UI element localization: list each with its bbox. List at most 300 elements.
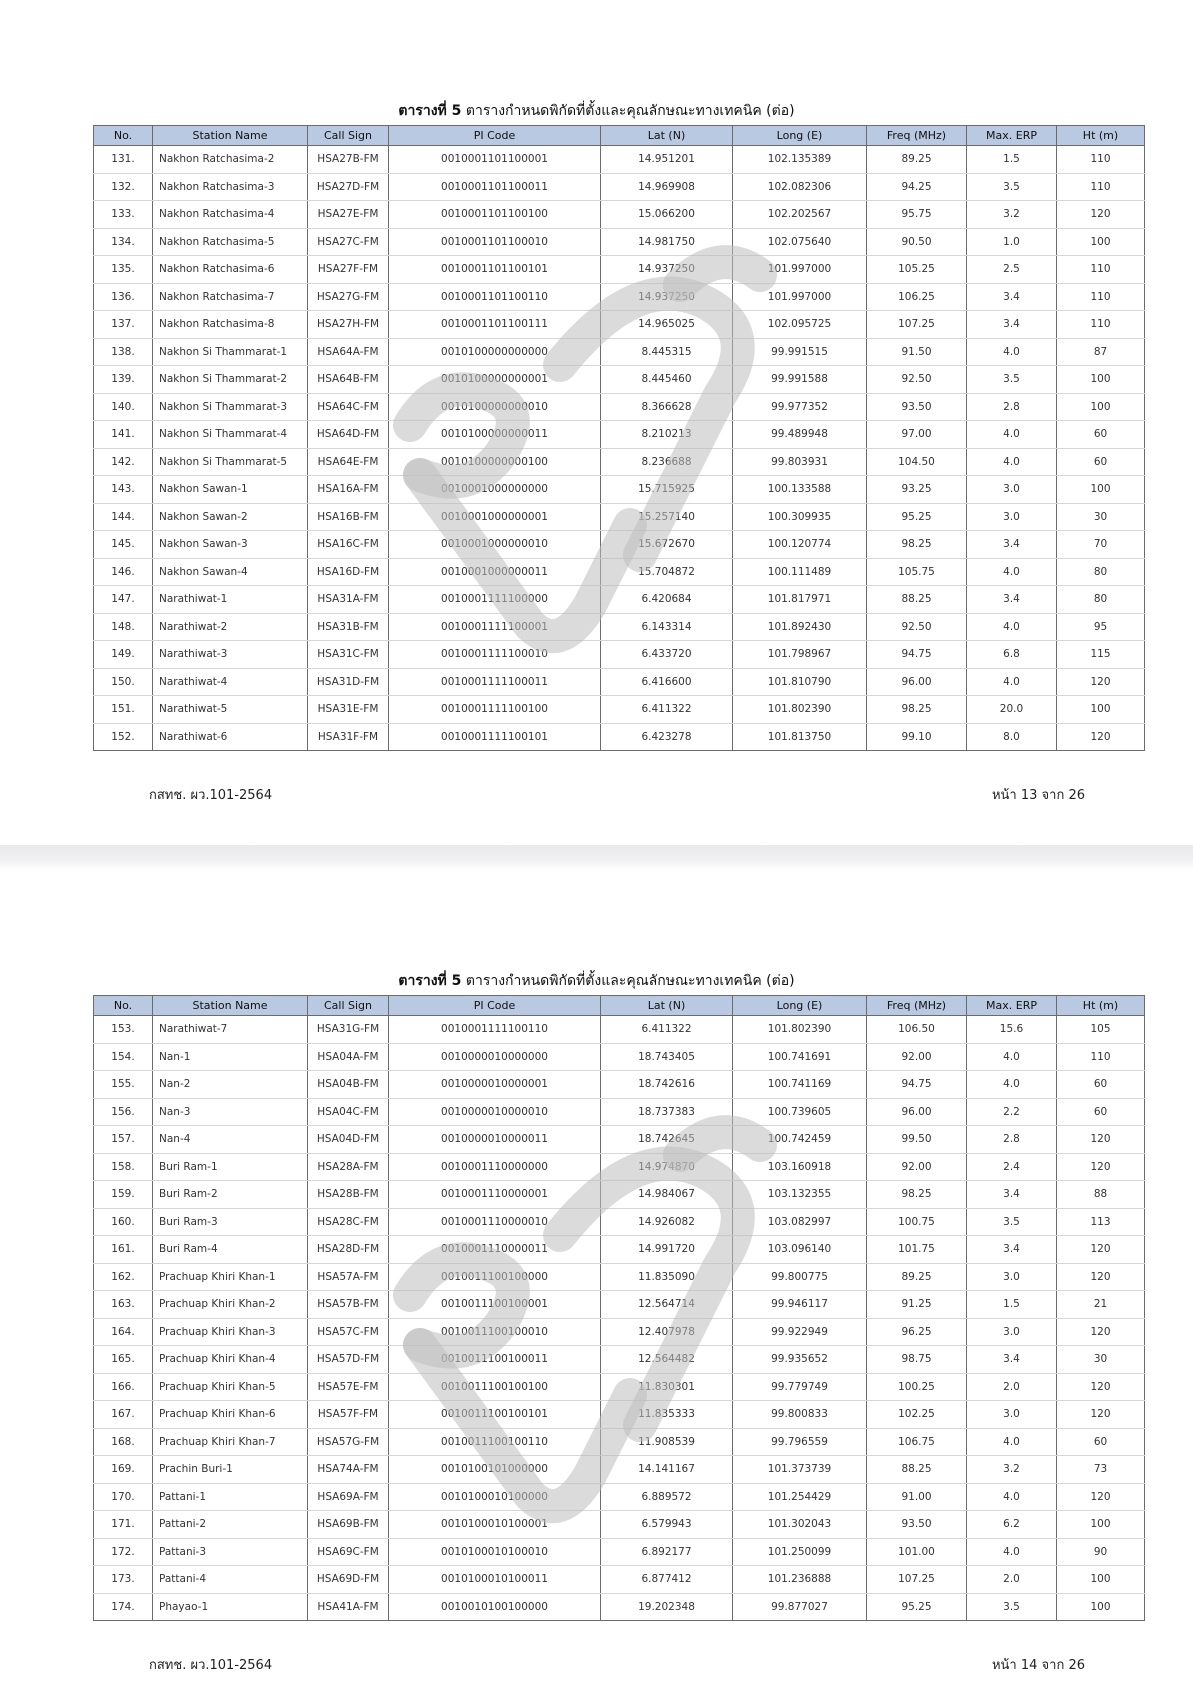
latitude-cell: 14.969908: [601, 173, 733, 201]
height-cell: 21: [1057, 1291, 1145, 1319]
pi-code-cell: 0010100010100010: [389, 1538, 601, 1566]
table-row: [94, 1593, 1145, 1621]
latitude-cell: 18.743405: [601, 1043, 733, 1071]
height-cell: 100: [1057, 1566, 1145, 1594]
height-cell: 60: [1057, 1428, 1145, 1456]
frequency-cell: 96.00: [867, 1098, 967, 1126]
frequency-cell: 107.25: [867, 1566, 967, 1594]
height-cell: 100: [1057, 366, 1145, 394]
height-cell: 95: [1057, 613, 1145, 641]
station-name-cell: Narathiwat-5: [153, 696, 308, 724]
page-number: หน้า 13 จาก 26: [991, 788, 1085, 803]
row-number-cell: 154.: [94, 1043, 153, 1071]
height-cell: 100: [1057, 696, 1145, 724]
longitude-cell: 101.236888: [733, 1566, 867, 1594]
frequency-cell: 93.50: [867, 1511, 967, 1539]
call-sign-cell: HSA57A-FM: [308, 1263, 389, 1291]
latitude-cell: 11.835333: [601, 1401, 733, 1429]
call-sign-cell: HSA04A-FM: [308, 1043, 389, 1071]
row-number-cell: 135.: [94, 256, 153, 284]
latitude-cell: 6.423278: [601, 723, 733, 751]
frequency-cell: 106.75: [867, 1428, 967, 1456]
pi-code-cell: 0010001101100110: [389, 283, 601, 311]
call-sign-cell: HSA74A-FM: [308, 1456, 389, 1484]
height-cell: 120: [1057, 1373, 1145, 1401]
call-sign-cell: HSA41A-FM: [308, 1593, 389, 1621]
pi-code-cell: 0010000010000010: [389, 1098, 601, 1126]
frequency-cell: 95.75: [867, 201, 967, 229]
station-name-cell: Nan-2: [153, 1071, 308, 1099]
column-header: Freq (MHz): [867, 126, 967, 146]
latitude-cell: 19.202348: [601, 1593, 733, 1621]
call-sign-cell: HSA31A-FM: [308, 586, 389, 614]
pi-code-cell: 0010100000000000: [389, 338, 601, 366]
station-name-cell: Nakhon Ratchasima-3: [153, 173, 308, 201]
max-erp-cell: 3.5: [967, 1593, 1057, 1621]
pi-code-cell: 0010000010000011: [389, 1126, 601, 1154]
max-erp-cell: 3.4: [967, 531, 1057, 559]
pi-code-cell: 0010001110000010: [389, 1208, 601, 1236]
table-row: [94, 668, 1145, 696]
table-row: [94, 146, 1145, 174]
row-number-cell: 166.: [94, 1373, 153, 1401]
call-sign-cell: HSA57D-FM: [308, 1346, 389, 1374]
row-number-cell: 174.: [94, 1593, 153, 1621]
max-erp-cell: 4.0: [967, 558, 1057, 586]
latitude-cell: 12.407978: [601, 1318, 733, 1346]
frequency-cell: 97.00: [867, 421, 967, 449]
height-cell: 70: [1057, 531, 1145, 559]
height-cell: 100: [1057, 476, 1145, 504]
longitude-cell: 99.946117: [733, 1291, 867, 1319]
max-erp-cell: 8.0: [967, 723, 1057, 751]
latitude-cell: 6.579943: [601, 1511, 733, 1539]
max-erp-cell: 4.0: [967, 668, 1057, 696]
pi-code-cell: 0010100000000011: [389, 421, 601, 449]
pi-code-cell: 0010100101000000: [389, 1456, 601, 1484]
doc-code: กสทช. ผว.101-2564: [149, 1658, 273, 1673]
table-row: [94, 256, 1145, 284]
height-cell: 120: [1057, 1318, 1145, 1346]
call-sign-cell: HSA31D-FM: [308, 668, 389, 696]
height-cell: 100: [1057, 1593, 1145, 1621]
station-name-cell: Nakhon Sawan-4: [153, 558, 308, 586]
latitude-cell: 6.433720: [601, 641, 733, 669]
latitude-cell: 14.937250: [601, 283, 733, 311]
station-name-cell: Buri Ram-2: [153, 1181, 308, 1209]
column-header: PI Code: [389, 996, 601, 1016]
station-name-cell: Phayao-1: [153, 1593, 308, 1621]
station-name-cell: Pattani-3: [153, 1538, 308, 1566]
latitude-cell: 15.257140: [601, 503, 733, 531]
call-sign-cell: HSA57B-FM: [308, 1291, 389, 1319]
longitude-cell: 101.997000: [733, 283, 867, 311]
frequency-cell: 98.75: [867, 1346, 967, 1374]
table-row: [94, 173, 1145, 201]
max-erp-cell: 2.8: [967, 1126, 1057, 1154]
station-name-cell: Narathiwat-3: [153, 641, 308, 669]
latitude-cell: 6.411322: [601, 696, 733, 724]
call-sign-cell: HSA69A-FM: [308, 1483, 389, 1511]
station-name-cell: Nakhon Si Thammarat-4: [153, 421, 308, 449]
station-name-cell: Nakhon Si Thammarat-5: [153, 448, 308, 476]
pi-code-cell: 0010001000000001: [389, 503, 601, 531]
table-row: [94, 421, 1145, 449]
height-cell: 87: [1057, 338, 1145, 366]
station-name-cell: Pattani-4: [153, 1566, 308, 1594]
table-row: [94, 1401, 1145, 1429]
max-erp-cell: 2.0: [967, 1566, 1057, 1594]
row-number-cell: 146.: [94, 558, 153, 586]
max-erp-cell: 15.6: [967, 1016, 1057, 1044]
row-number-cell: 161.: [94, 1236, 153, 1264]
longitude-cell: 101.302043: [733, 1511, 867, 1539]
station-table: [93, 995, 1145, 1621]
frequency-cell: 90.50: [867, 228, 967, 256]
pi-code-cell: 0010001101100001: [389, 146, 601, 174]
call-sign-cell: HSA27C-FM: [308, 228, 389, 256]
max-erp-cell: 3.5: [967, 366, 1057, 394]
station-name-cell: Nakhon Si Thammarat-2: [153, 366, 308, 394]
caption-prefix: ตารางที่ 5: [398, 973, 462, 989]
station-name-cell: Buri Ram-1: [153, 1153, 308, 1181]
call-sign-cell: HSA28C-FM: [308, 1208, 389, 1236]
height-cell: 110: [1057, 283, 1145, 311]
pi-code-cell: 0010000010000000: [389, 1043, 601, 1071]
pi-code-cell: 0010001110000011: [389, 1236, 601, 1264]
max-erp-cell: 1.5: [967, 146, 1057, 174]
row-number-cell: 147.: [94, 586, 153, 614]
table-row: [94, 1456, 1145, 1484]
frequency-cell: 102.25: [867, 1401, 967, 1429]
column-header: No.: [94, 996, 153, 1016]
page-separator: [0, 845, 1193, 870]
row-number-cell: 133.: [94, 201, 153, 229]
longitude-cell: 101.254429: [733, 1483, 867, 1511]
pi-code-cell: 0010001111100011: [389, 668, 601, 696]
frequency-cell: 105.75: [867, 558, 967, 586]
frequency-cell: 95.25: [867, 503, 967, 531]
pi-code-cell: 0010001111100100: [389, 696, 601, 724]
frequency-cell: 92.50: [867, 613, 967, 641]
call-sign-cell: HSA04B-FM: [308, 1071, 389, 1099]
height-cell: 110: [1057, 173, 1145, 201]
longitude-cell: 100.111489: [733, 558, 867, 586]
height-cell: 113: [1057, 1208, 1145, 1236]
column-header: Ht (m): [1057, 996, 1145, 1016]
table-row: [94, 338, 1145, 366]
frequency-cell: 89.25: [867, 1263, 967, 1291]
table-row: [94, 1318, 1145, 1346]
latitude-cell: 14.981750: [601, 228, 733, 256]
doc-code: กสทช. ผว.101-2564: [149, 788, 273, 803]
row-number-cell: 160.: [94, 1208, 153, 1236]
station-name-cell: Nan-3: [153, 1098, 308, 1126]
latitude-cell: 6.420684: [601, 586, 733, 614]
row-number-cell: 143.: [94, 476, 153, 504]
pi-code-cell: 0010001000000011: [389, 558, 601, 586]
frequency-cell: 106.25: [867, 283, 967, 311]
longitude-cell: 99.800833: [733, 1401, 867, 1429]
latitude-cell: 8.445315: [601, 338, 733, 366]
call-sign-cell: HSA16D-FM: [308, 558, 389, 586]
max-erp-cell: 4.0: [967, 448, 1057, 476]
latitude-cell: 8.210213: [601, 421, 733, 449]
column-header: Lat (N): [601, 126, 733, 146]
height-cell: 110: [1057, 311, 1145, 339]
height-cell: 60: [1057, 421, 1145, 449]
station-name-cell: Nakhon Ratchasima-7: [153, 283, 308, 311]
latitude-cell: 15.066200: [601, 201, 733, 229]
frequency-cell: 100.75: [867, 1208, 967, 1236]
max-erp-cell: 4.0: [967, 421, 1057, 449]
height-cell: 120: [1057, 1483, 1145, 1511]
row-number-cell: 151.: [94, 696, 153, 724]
frequency-cell: 94.75: [867, 1071, 967, 1099]
frequency-cell: 91.25: [867, 1291, 967, 1319]
station-name-cell: Nakhon Sawan-3: [153, 531, 308, 559]
latitude-cell: 12.564714: [601, 1291, 733, 1319]
column-header: Station Name: [153, 126, 308, 146]
station-name-cell: Narathiwat-7: [153, 1016, 308, 1044]
longitude-cell: 101.802390: [733, 696, 867, 724]
row-number-cell: 140.: [94, 393, 153, 421]
longitude-cell: 101.997000: [733, 256, 867, 284]
height-cell: 100: [1057, 228, 1145, 256]
pi-code-cell: 0010100000000100: [389, 448, 601, 476]
table-row: [94, 586, 1145, 614]
call-sign-cell: HSA69B-FM: [308, 1511, 389, 1539]
row-number-cell: 165.: [94, 1346, 153, 1374]
latitude-cell: 12.564482: [601, 1346, 733, 1374]
longitude-cell: 101.373739: [733, 1456, 867, 1484]
height-cell: 73: [1057, 1456, 1145, 1484]
row-number-cell: 152.: [94, 723, 153, 751]
row-number-cell: 171.: [94, 1511, 153, 1539]
longitude-cell: 100.309935: [733, 503, 867, 531]
frequency-cell: 93.50: [867, 393, 967, 421]
max-erp-cell: 2.0: [967, 1373, 1057, 1401]
frequency-cell: 96.25: [867, 1318, 967, 1346]
pi-code-cell: 0010001101100100: [389, 201, 601, 229]
station-name-cell: Nakhon Si Thammarat-1: [153, 338, 308, 366]
station-name-cell: Nakhon Ratchasima-4: [153, 201, 308, 229]
row-number-cell: 136.: [94, 283, 153, 311]
row-number-cell: 134.: [94, 228, 153, 256]
station-name-cell: Nakhon Si Thammarat-3: [153, 393, 308, 421]
pi-code-cell: 0010011100100011: [389, 1346, 601, 1374]
latitude-cell: 14.937250: [601, 256, 733, 284]
longitude-cell: 99.877027: [733, 1593, 867, 1621]
pi-code-cell: 0010001101100101: [389, 256, 601, 284]
call-sign-cell: HSA64E-FM: [308, 448, 389, 476]
longitude-cell: 99.935652: [733, 1346, 867, 1374]
latitude-cell: 18.737383: [601, 1098, 733, 1126]
station-name-cell: Nakhon Sawan-1: [153, 476, 308, 504]
station-name-cell: Nakhon Ratchasima-5: [153, 228, 308, 256]
frequency-cell: 100.25: [867, 1373, 967, 1401]
station-name-cell: Prachuap Khiri Khan-3: [153, 1318, 308, 1346]
pi-code-cell: 0010011100100101: [389, 1401, 601, 1429]
longitude-cell: 102.095725: [733, 311, 867, 339]
max-erp-cell: 3.2: [967, 1456, 1057, 1484]
max-erp-cell: 3.5: [967, 173, 1057, 201]
table-row: [94, 1511, 1145, 1539]
pi-code-cell: 0010001111100000: [389, 586, 601, 614]
row-number-cell: 144.: [94, 503, 153, 531]
pi-code-cell: 0010011100100110: [389, 1428, 601, 1456]
max-erp-cell: 4.0: [967, 1538, 1057, 1566]
pi-code-cell: 0010001000000000: [389, 476, 601, 504]
table-row: [94, 201, 1145, 229]
table-row: [94, 1483, 1145, 1511]
column-header: Long (E): [733, 996, 867, 1016]
longitude-cell: 101.802390: [733, 1016, 867, 1044]
row-number-cell: 142.: [94, 448, 153, 476]
call-sign-cell: HSA27F-FM: [308, 256, 389, 284]
station-name-cell: Prachuap Khiri Khan-6: [153, 1401, 308, 1429]
table-row: [94, 1538, 1145, 1566]
pi-code-cell: 0010001000000010: [389, 531, 601, 559]
longitude-cell: 101.813750: [733, 723, 867, 751]
station-name-cell: Pattani-1: [153, 1483, 308, 1511]
longitude-cell: 100.741691: [733, 1043, 867, 1071]
table-row: [94, 723, 1145, 751]
max-erp-cell: 2.4: [967, 1153, 1057, 1181]
latitude-cell: 11.908539: [601, 1428, 733, 1456]
table-row: [94, 1181, 1145, 1209]
row-number-cell: 170.: [94, 1483, 153, 1511]
call-sign-cell: HSA27E-FM: [308, 201, 389, 229]
table-row: [94, 1208, 1145, 1236]
longitude-cell: 100.120774: [733, 531, 867, 559]
frequency-cell: 99.50: [867, 1126, 967, 1154]
column-header: Ht (m): [1057, 126, 1145, 146]
call-sign-cell: HSA27D-FM: [308, 173, 389, 201]
longitude-cell: 99.489948: [733, 421, 867, 449]
caption-text: ตารางกำหนดพิกัดที่ตั้งและคุณลักษณะทางเทคนิค (ต่อ): [465, 103, 795, 119]
call-sign-cell: HSA64A-FM: [308, 338, 389, 366]
row-number-cell: 153.: [94, 1016, 153, 1044]
call-sign-cell: HSA31C-FM: [308, 641, 389, 669]
call-sign-cell: HSA28B-FM: [308, 1181, 389, 1209]
longitude-cell: 101.250099: [733, 1538, 867, 1566]
longitude-cell: 99.796559: [733, 1428, 867, 1456]
table-row: [94, 1098, 1145, 1126]
station-name-cell: Pattani-2: [153, 1511, 308, 1539]
call-sign-cell: HSA64D-FM: [308, 421, 389, 449]
frequency-cell: 88.25: [867, 586, 967, 614]
table-row: [94, 1428, 1145, 1456]
pi-code-cell: 0010001111100110: [389, 1016, 601, 1044]
table-row: [94, 1566, 1145, 1594]
height-cell: 120: [1057, 1126, 1145, 1154]
latitude-cell: 18.742645: [601, 1126, 733, 1154]
frequency-cell: 89.25: [867, 146, 967, 174]
latitude-cell: 14.984067: [601, 1181, 733, 1209]
frequency-cell: 98.25: [867, 531, 967, 559]
frequency-cell: 91.00: [867, 1483, 967, 1511]
pi-code-cell: 0010001101100111: [389, 311, 601, 339]
latitude-cell: 6.411322: [601, 1016, 733, 1044]
pi-code-cell: 0010100000000001: [389, 366, 601, 394]
station-name-cell: Narathiwat-1: [153, 586, 308, 614]
caption-prefix: ตารางที่ 5: [398, 103, 462, 119]
row-number-cell: 137.: [94, 311, 153, 339]
frequency-cell: 93.25: [867, 476, 967, 504]
table-caption: [0, 100, 1193, 122]
latitude-cell: 6.877412: [601, 1566, 733, 1594]
latitude-cell: 8.236688: [601, 448, 733, 476]
table-row: [94, 1346, 1145, 1374]
table-row: [94, 503, 1145, 531]
max-erp-cell: 3.4: [967, 1346, 1057, 1374]
max-erp-cell: 6.8: [967, 641, 1057, 669]
frequency-cell: 92.00: [867, 1043, 967, 1071]
max-erp-cell: 1.0: [967, 228, 1057, 256]
row-number-cell: 156.: [94, 1098, 153, 1126]
row-number-cell: 149.: [94, 641, 153, 669]
height-cell: 110: [1057, 1043, 1145, 1071]
height-cell: 100: [1057, 1511, 1145, 1539]
longitude-cell: 100.739605: [733, 1098, 867, 1126]
call-sign-cell: HSA57E-FM: [308, 1373, 389, 1401]
frequency-cell: 96.00: [867, 668, 967, 696]
longitude-cell: 101.798967: [733, 641, 867, 669]
max-erp-cell: 1.5: [967, 1291, 1057, 1319]
call-sign-cell: HSA31B-FM: [308, 613, 389, 641]
call-sign-cell: HSA57C-FM: [308, 1318, 389, 1346]
max-erp-cell: 4.0: [967, 1043, 1057, 1071]
max-erp-cell: 3.0: [967, 476, 1057, 504]
pi-code-cell: 0010011100100100: [389, 1373, 601, 1401]
frequency-cell: 101.75: [867, 1236, 967, 1264]
call-sign-cell: HSA31F-FM: [308, 723, 389, 751]
latitude-cell: 8.366628: [601, 393, 733, 421]
station-name-cell: Narathiwat-2: [153, 613, 308, 641]
frequency-cell: 106.50: [867, 1016, 967, 1044]
column-header: No.: [94, 126, 153, 146]
table-row: [94, 393, 1145, 421]
longitude-cell: 101.810790: [733, 668, 867, 696]
table-body: [94, 146, 1145, 751]
call-sign-cell: HSA31G-FM: [308, 1016, 389, 1044]
document-page-13: [0, 0, 1193, 845]
height-cell: 120: [1057, 1236, 1145, 1264]
frequency-cell: 104.50: [867, 448, 967, 476]
station-name-cell: Nakhon Ratchasima-2: [153, 146, 308, 174]
table-row: [94, 476, 1145, 504]
pi-code-cell: 0010001110000001: [389, 1181, 601, 1209]
row-number-cell: 159.: [94, 1181, 153, 1209]
longitude-cell: 102.082306: [733, 173, 867, 201]
pi-code-cell: 0010100000000010: [389, 393, 601, 421]
call-sign-cell: HSA31E-FM: [308, 696, 389, 724]
caption-text: ตารางกำหนดพิกัดที่ตั้งและคุณลักษณะทางเทคนิค (ต่อ): [465, 973, 795, 989]
max-erp-cell: 2.5: [967, 256, 1057, 284]
latitude-cell: 6.416600: [601, 668, 733, 696]
row-number-cell: 169.: [94, 1456, 153, 1484]
table-row: [94, 1071, 1145, 1099]
row-number-cell: 172.: [94, 1538, 153, 1566]
height-cell: 60: [1057, 1098, 1145, 1126]
height-cell: 100: [1057, 393, 1145, 421]
longitude-cell: 99.922949: [733, 1318, 867, 1346]
station-name-cell: Prachin Buri-1: [153, 1456, 308, 1484]
longitude-cell: 103.082997: [733, 1208, 867, 1236]
max-erp-cell: 4.0: [967, 1428, 1057, 1456]
row-number-cell: 138.: [94, 338, 153, 366]
